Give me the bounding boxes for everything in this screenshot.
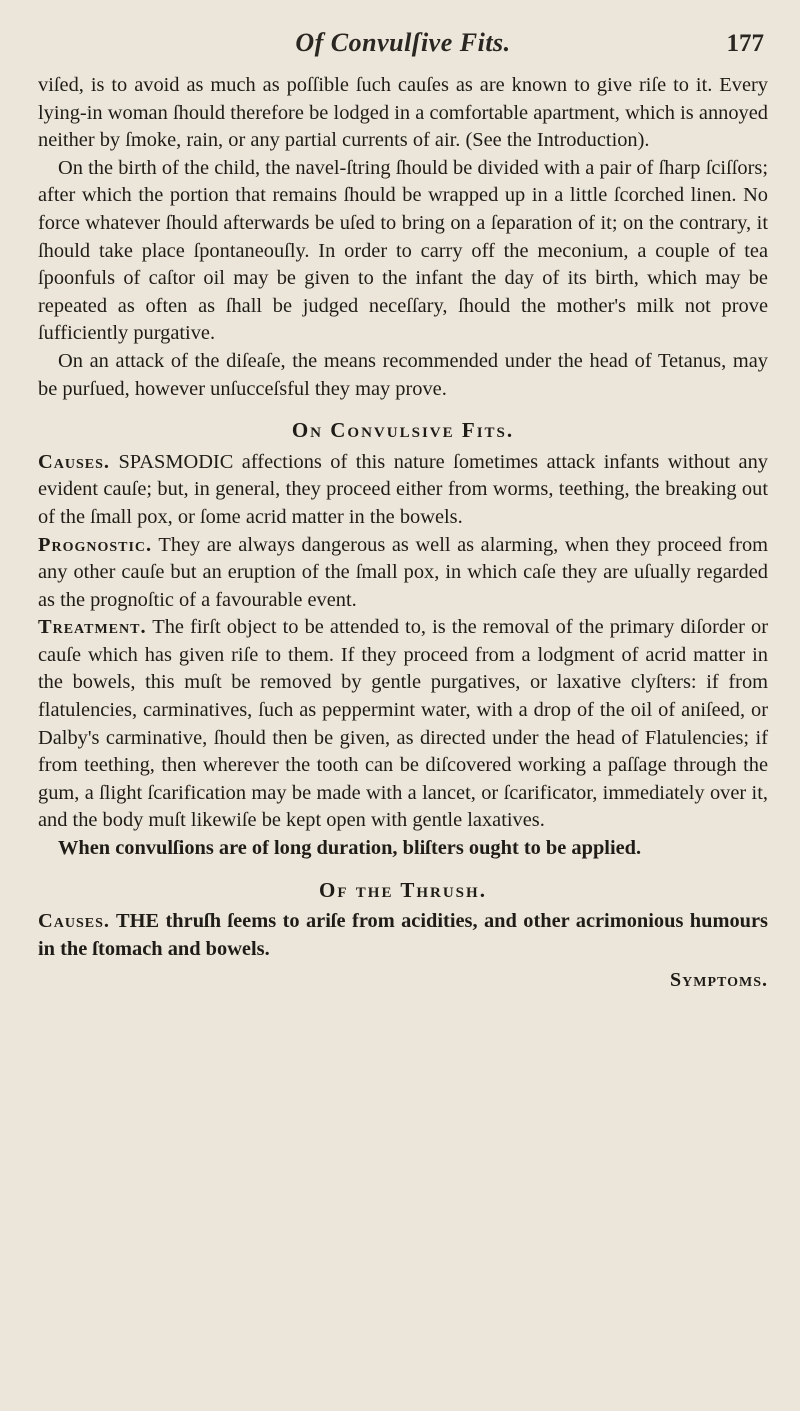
thrush-causes-text: THE thruſh ſeems to ariſe from acidities, and other acrimonious humours in the ſtomach and bowels.	[38, 910, 768, 960]
book-page	[38, 28, 768, 1398]
body-text	[38, 72, 768, 995]
treatment-text: The firſt object to be attended to, is the removal of the primary diſorder or cauſe which has given riſe to them. If they proceed from a lodgment of acrid matter in the bowels, this muſt be removed by gentle purgatives, or laxative clyſters: if from flatulencies, carminatives, ſuch as peppermint water, with a drop of the oil of aniſeed, or Dalby's carminative, ſhould then be given, as directed under the head of Flatulencies; if from teething, then wherever the tooth can be diſcovered working a paſſage through the gum, a ſlight ſcarification may be made with a lancet, or ſcarificator, immediately over it, and the body muſt likewiſe be kept open with gentle laxatives.	[38, 616, 768, 832]
running-head	[38, 28, 768, 72]
thrush-causes-label: Causes.	[38, 910, 110, 933]
prognostic-paragraph	[38, 532, 768, 615]
causes-label: Causes.	[38, 450, 110, 473]
running-title: Of Convulſive Fits.	[295, 28, 511, 57]
section-heading-convulsive-fits: On Convulsive Fits.	[291, 418, 515, 443]
intro-paragraph-2: On the birth of the child, the navel-ſtring ſhould be divided with a pair of ſharp ſciſſors; after which the portion that remains ſhould be wrapped up in a little ſcorched linen. No force whatever ſhould afterwards be uſed to bring on a ſeparation of it; on the contrary, it ſhould take place ſpontaneouſly. In order to carry off the meconium, a couple of tea ſpoonfuls of caſtor oil may be given to the infant the day of its birth, which may be repeated as often as ſhall be judged neceſſary, ſhould the mother's milk not prove ſufficiently purgative.	[38, 156, 768, 345]
intro-paragraph-3: On an attack of the diſeaſe, the means recommended under the head of Tetanus, may be purſued, however unſucceſsful they may prove.	[38, 349, 768, 400]
causes-paragraph	[38, 449, 768, 532]
prognostic-label: Prognostic.	[38, 533, 153, 556]
catchword: Symptoms.	[670, 969, 768, 992]
treatment-label: Treatment.	[38, 616, 147, 639]
page-number: 177	[726, 30, 764, 57]
section-heading-thrush: Of the Thrush.	[319, 877, 487, 902]
intro-paragraph-1: viſed, is to avoid as much as poſſible ſuch cauſes as are known to give riſe to it. Every lying-in woman ſhould therefore be lodged in a comfortable apartment, which is annoyed neither by ſmoke, rain, or any partial currents of air. (See the Introduction).	[38, 74, 768, 152]
prognostic-text: They are always dangerous as well as alarming, when they proceed from any other cauſe but an eruption of the ſmall pox, in which caſe they are uſually regarded as the prognoſtic of a favourable event.	[38, 533, 768, 611]
causes-text: SPASMODIC affections of this nature ſometimes attack infants without any evident cauſe; but, in general, they proceed either from worms, teething, the breaking out of the ſmall pox, or ſome acrid matter in the bowels.	[38, 450, 768, 528]
closing-paragraph: When convulſions are of long duration, bliſters ought to be applied.	[58, 837, 642, 860]
treatment-paragraph	[38, 614, 768, 835]
thrush-causes-paragraph	[38, 908, 768, 963]
